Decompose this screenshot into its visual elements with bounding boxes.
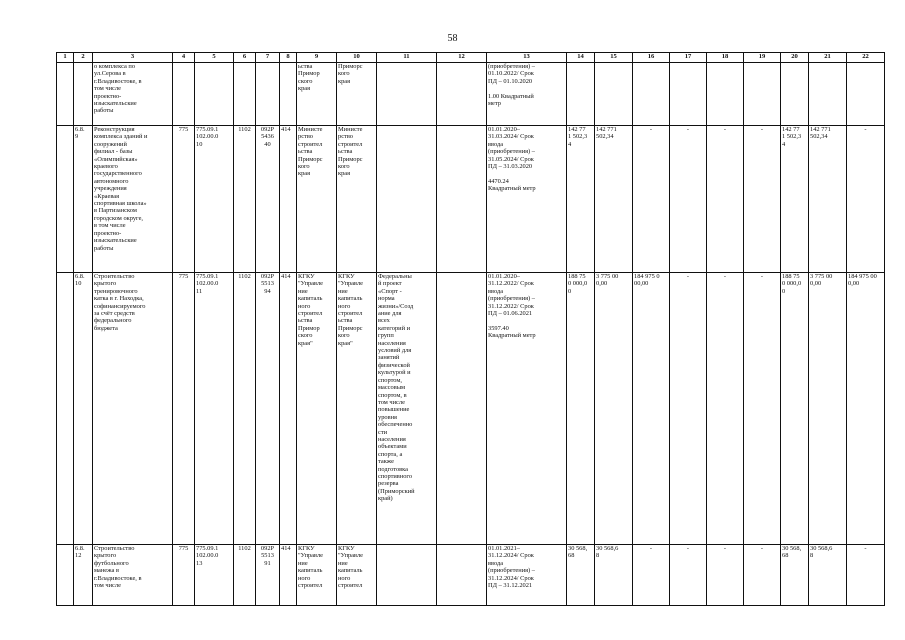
cell-item-number: 6.8. 9 bbox=[74, 126, 93, 273]
cell-empty bbox=[437, 126, 487, 273]
cell-amount: - bbox=[670, 545, 707, 606]
column-header: 6 bbox=[234, 53, 256, 63]
cell-amount bbox=[670, 63, 707, 126]
column-header: 8 bbox=[280, 53, 297, 63]
cell-code bbox=[256, 63, 280, 126]
column-header: 11 bbox=[377, 53, 437, 63]
cell-amount bbox=[744, 63, 781, 126]
table-row bbox=[57, 545, 885, 606]
cell-project: Федеральны й проект «Спорт - норма жизни»/Созд ание для всех категорий и групп населения условий для занятий физической культурой и спортом, массовым спортом, в том числе повышение уровня обеспеченно сти населения объектами спорта, а также подготовка спортивного резерва (Приморский край) bbox=[377, 273, 437, 545]
table-row bbox=[57, 273, 885, 545]
column-header: 9 bbox=[297, 53, 337, 63]
cell-code: 1102 bbox=[234, 273, 256, 545]
cell-code: 775 bbox=[173, 273, 195, 545]
cell-code: 414 bbox=[280, 126, 297, 273]
cell-amount: - bbox=[847, 545, 885, 606]
cell-amount: 142 771 502,34 bbox=[809, 126, 847, 273]
column-header: 2 bbox=[74, 53, 93, 63]
cell-amount bbox=[707, 63, 744, 126]
column-header: 18 bbox=[707, 53, 744, 63]
table-row bbox=[57, 63, 885, 126]
cell-project bbox=[377, 63, 437, 126]
cell-code bbox=[195, 63, 234, 126]
cell-code: 775.09.1 102.00.0 11 bbox=[195, 273, 234, 545]
cell-amount: - bbox=[670, 273, 707, 545]
cell-amount: 30 568, 68 bbox=[567, 545, 595, 606]
cell-terms: (приобретения) – 01.10.2022/ Срок ПД – 01.10.2020 1.00 Квадратный метр bbox=[487, 63, 567, 126]
column-header: 21 bbox=[809, 53, 847, 63]
cell-empty bbox=[437, 545, 487, 606]
cell-amount bbox=[847, 63, 885, 126]
cell-amount: - bbox=[707, 126, 744, 273]
cell-amount: - bbox=[744, 273, 781, 545]
cell-amount bbox=[633, 63, 670, 126]
cell-amount bbox=[781, 63, 809, 126]
cell-amount bbox=[595, 63, 633, 126]
cell-amount: - bbox=[847, 126, 885, 273]
column-header: 7 bbox=[256, 53, 280, 63]
table-row bbox=[57, 126, 885, 273]
cell-code bbox=[280, 63, 297, 126]
cell-code: 775 bbox=[173, 545, 195, 606]
cell-empty bbox=[437, 63, 487, 126]
cell-developer: Приморс кого края bbox=[337, 63, 377, 126]
column-header: 17 bbox=[670, 53, 707, 63]
cell-code: 775.09.1 102.00.0 13 bbox=[195, 545, 234, 606]
cell-project bbox=[377, 545, 437, 606]
cell-amount: 188 75 0 000,0 0 bbox=[567, 273, 595, 545]
cell-amount: - bbox=[670, 126, 707, 273]
cell-project bbox=[377, 126, 437, 273]
cell-object-name: Реконструкция комплекса зданий и сооружений филиал - базы «Олимпийская» краевого государственного автономного учреждения «Краевая спортивная школа» в Партизанском городском округе, в том числе проектно- изыскательские работы bbox=[93, 126, 173, 273]
cell-object-name: о комплекса по ул.Серова в г.Владивостоке, в том числе проектно- изыскательские работы bbox=[93, 63, 173, 126]
cell-number bbox=[57, 545, 74, 606]
cell-code: 092P 5513 91 bbox=[256, 545, 280, 606]
cell-terms: 01.01.2021– 31.12.2024/ Срок ввода (приобретения) – 31.12.2024/ Срок ПД – 31.12.2021 bbox=[487, 545, 567, 606]
cell-developer: КГКУ "Управле ние капиталь ного строител ьства Приморс кого края" bbox=[337, 273, 377, 545]
column-header: 20 bbox=[781, 53, 809, 63]
column-header: 19 bbox=[744, 53, 781, 63]
cell-number bbox=[57, 63, 74, 126]
cell-amount: 3 775 00 0,00 bbox=[809, 273, 847, 545]
cell-amount: - bbox=[707, 545, 744, 606]
column-header: 1 bbox=[57, 53, 74, 63]
cell-amount: 3 775 00 0,00 bbox=[595, 273, 633, 545]
page-number: 58 bbox=[447, 33, 458, 44]
cell-customer: КГКУ "Управле ние капиталь ного строител ьства Примор ского края" bbox=[297, 273, 337, 545]
column-header: 14 bbox=[567, 53, 595, 63]
cell-number bbox=[57, 126, 74, 273]
cell-amount: 142 77 1 502,3 4 bbox=[781, 126, 809, 273]
cell-code bbox=[173, 63, 195, 126]
cell-amount bbox=[809, 63, 847, 126]
cell-amount: 30 568,6 8 bbox=[595, 545, 633, 606]
cell-amount: 188 75 0 000,0 0 bbox=[781, 273, 809, 545]
cell-code: 414 bbox=[280, 545, 297, 606]
budget-table bbox=[56, 52, 885, 606]
cell-amount: 30 568,6 8 bbox=[809, 545, 847, 606]
cell-customer: Министе рство строител ьства Приморс кого края bbox=[297, 126, 337, 273]
cell-amount: 30 568, 68 bbox=[781, 545, 809, 606]
cell-customer: ьства Примор ского края bbox=[297, 63, 337, 126]
column-header: 4 bbox=[173, 53, 195, 63]
cell-item-number bbox=[74, 63, 93, 126]
column-header: 10 bbox=[337, 53, 377, 63]
cell-developer: КГКУ "Управле ние капиталь ного строител bbox=[337, 545, 377, 606]
cell-amount: 142 77 1 502,3 4 bbox=[567, 126, 595, 273]
cell-number bbox=[57, 273, 74, 545]
cell-code: 092P 5436 40 bbox=[256, 126, 280, 273]
cell-terms: 01.01.2020– 31.12.2022/ Срок ввода (приобретения) – 31.12.2022/ Срок ПД – 01.06.2021 3597.40 Квадратный метр bbox=[487, 273, 567, 545]
column-header: 15 bbox=[595, 53, 633, 63]
cell-amount: 184 975 0 00,00 bbox=[633, 273, 670, 545]
cell-code: 092P 5513 94 bbox=[256, 273, 280, 545]
column-header: 12 bbox=[437, 53, 487, 63]
cell-object-name: Строительство крытого футбольного манежа в г.Владивостоке, в том числе bbox=[93, 545, 173, 606]
cell-code bbox=[234, 63, 256, 126]
cell-amount: - bbox=[707, 273, 744, 545]
cell-amount: 142 771 502,34 bbox=[595, 126, 633, 273]
column-header: 13 bbox=[487, 53, 567, 63]
cell-amount: - bbox=[744, 126, 781, 273]
cell-code: 775.09.1 102.00.0 10 bbox=[195, 126, 234, 273]
cell-customer: КГКУ "Управле ние капиталь ного строител bbox=[297, 545, 337, 606]
column-header: 16 bbox=[633, 53, 670, 63]
cell-code: 1102 bbox=[234, 545, 256, 606]
cell-developer: Министе рство строител ьства Приморс кого края bbox=[337, 126, 377, 273]
cell-object-name: Строительство крытого тренировочного катка в г. Находка, софинансируемого за счёт средств федерального бюджета bbox=[93, 273, 173, 545]
column-header: 5 bbox=[195, 53, 234, 63]
cell-code: 775 bbox=[173, 126, 195, 273]
cell-code: 414 bbox=[280, 273, 297, 545]
cell-terms: 01.01.2020– 31.03.2024/ Срок ввода (приобретения) – 31.05.2024/ Срок ПД – 31.03.2020 4470.24 Квадратный метр bbox=[487, 126, 567, 273]
column-header: 22 bbox=[847, 53, 885, 63]
cell-code: 1102 bbox=[234, 126, 256, 273]
cell-amount: - bbox=[633, 126, 670, 273]
cell-amount: - bbox=[633, 545, 670, 606]
cell-amount: 184 975 00 0,00 bbox=[847, 273, 885, 545]
cell-item-number: 6.8. 12 bbox=[74, 545, 93, 606]
column-number-header-row bbox=[57, 53, 885, 63]
cell-amount bbox=[567, 63, 595, 126]
cell-item-number: 6.8. 10 bbox=[74, 273, 93, 545]
cell-amount: - bbox=[744, 545, 781, 606]
column-header: 3 bbox=[93, 53, 173, 63]
cell-empty bbox=[437, 273, 487, 545]
